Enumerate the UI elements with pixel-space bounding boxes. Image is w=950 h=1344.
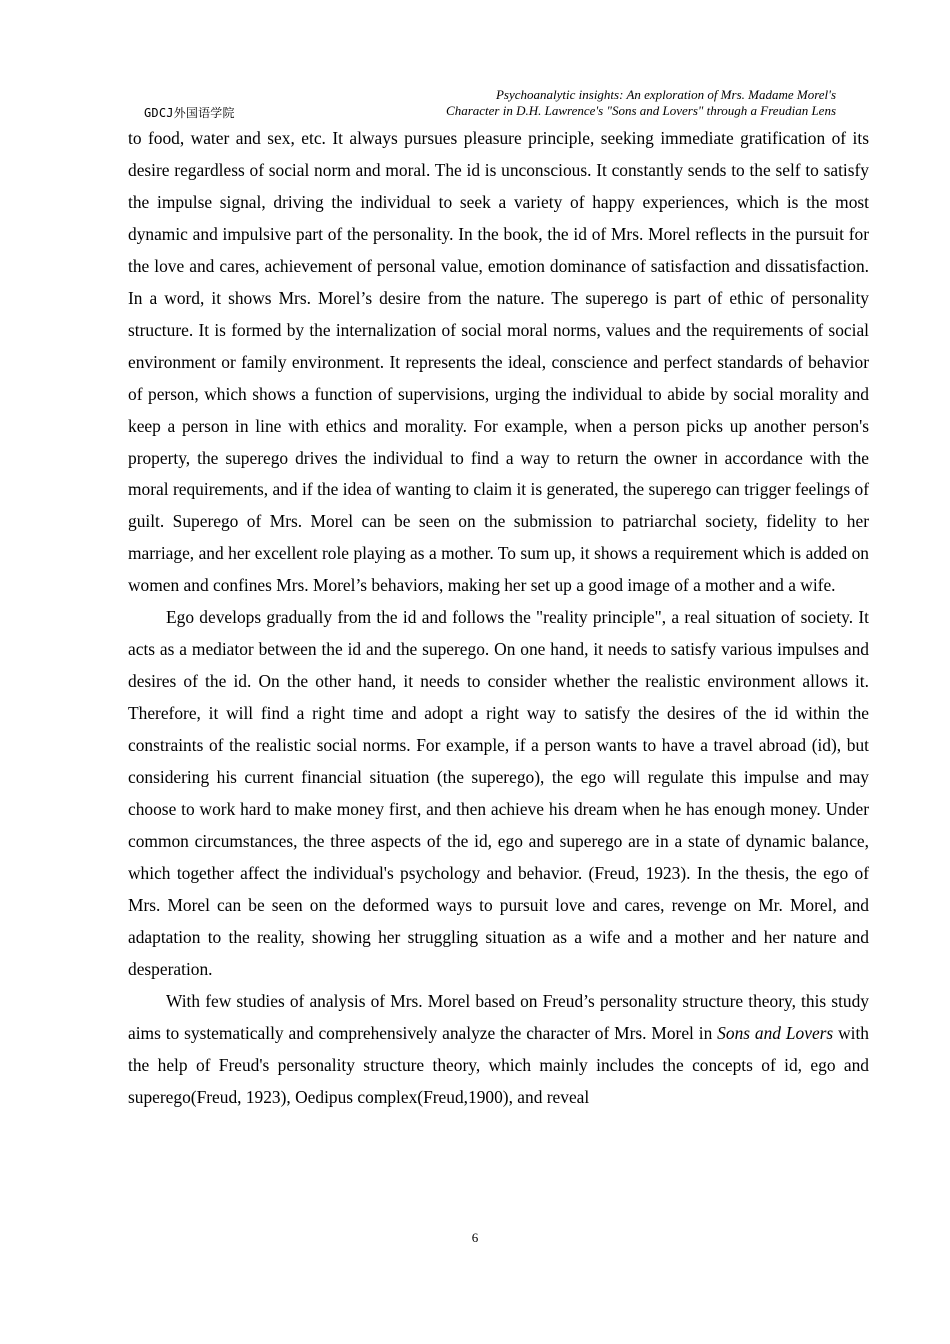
paragraph-3-text-after: with the help of Freud's personality structure theory, which mainly includes the concepts of id, ego and superego(Freud, 1923), Oedipus complex(Freud,1900), and reveal — [128, 1022, 869, 1107]
paragraph-2: Ego develops gradually from the id and follows the "reality principle", a real situation of society. It acts as a mediator between the id and the superego. On one hand, it needs to satisfy various impulses and desires of the id. On the other hand, it needs to consider whether the realistic environment allows it. Therefore, it will find a right time and adopt a right way to satisfy the desires of the id within the constraints of the realistic social norms. For example, if a person wants to have a travel abroad (id), but considering his current financial situation (the superego), the ego will regulate this impulse and may choose to work hard to make money first, and then achieve his dream when he has enough money. Under common circumstances, the three aspects of the id, ego and superego are in a state of dynamic balance, which together affect the individual's psychology and behavior. (Freud, 1923). In the thesis, the ego of Mrs. Morel can be seen on the deformed ways to pursuit love and cares, revenge on Mr. Morel, and adaptation to the reality, showing her struggling situation as a wife and a mother and her nature and desperation. — [128, 607, 869, 979]
book-title-italic: Sons and Lovers — [717, 1022, 834, 1043]
running-header-title — [366, 87, 836, 119]
header-institution: GDCJ外国语学院 — [144, 106, 235, 120]
paragraph-3-text-before: With few studies of analysis of Mrs. Morel based on Freud’s personality structure theory, this study aims to systematically and comprehensively analyze the character of Mrs. Morel in — [128, 990, 869, 1043]
body-text — [128, 123, 869, 1114]
paragraph-1: to food, water and sex, etc. It always pursues pleasure principle, seeking immediate gratification of its desire regardless of social norm and moral. The id is unconscious. It constantly sends to the self to satisfy the impulse signal, driving the individual to seek a variety of happy experiences, which is the most dynamic and impulsive part of the personality. In the book, the id of Mrs. Morel reflects in the pursuit for the love and cares, achievement of personal value, emotion dominance of satisfaction and dissatisfaction. In a word, it shows Mrs. Morel’s desire from the nature. The superego is part of ethic of personality structure. It is formed by the internalization of social moral norms, values and the requirements of social environment or family environment. It represents the ideal, conscience and perfect standards of behavior of person, which shows a function of supervisions, urging the individual to abide by social morality and keep a person in line with ethics and morality. For example, when a person picks up another person's property, the superego drives the individual to find a way to return the owner in accordance with the moral requirements, and if the idea of wanting to claim it is generated, the superego can trigger feelings of guilt. Superego of Mrs. Morel can be seen on the submission to patriarchal society, fidelity to her marriage, and her excellent role playing as a mother. To sum up, it shows a requirement which is added on women and confines Mrs. Morel’s behaviors, making her set up a good image of a mother and a wife. — [128, 128, 869, 596]
paragraph-3 — [128, 986, 869, 1114]
page-number: 6 — [471, 1230, 479, 1245]
header-title-line-1: Psychoanalytic insights: An exploration of Mrs. Madame Morel's — [495, 87, 836, 102]
header-title-line-2: Character in D.H. Lawrence's "Sons and Lovers" through a Freudian Lens — [446, 103, 836, 118]
